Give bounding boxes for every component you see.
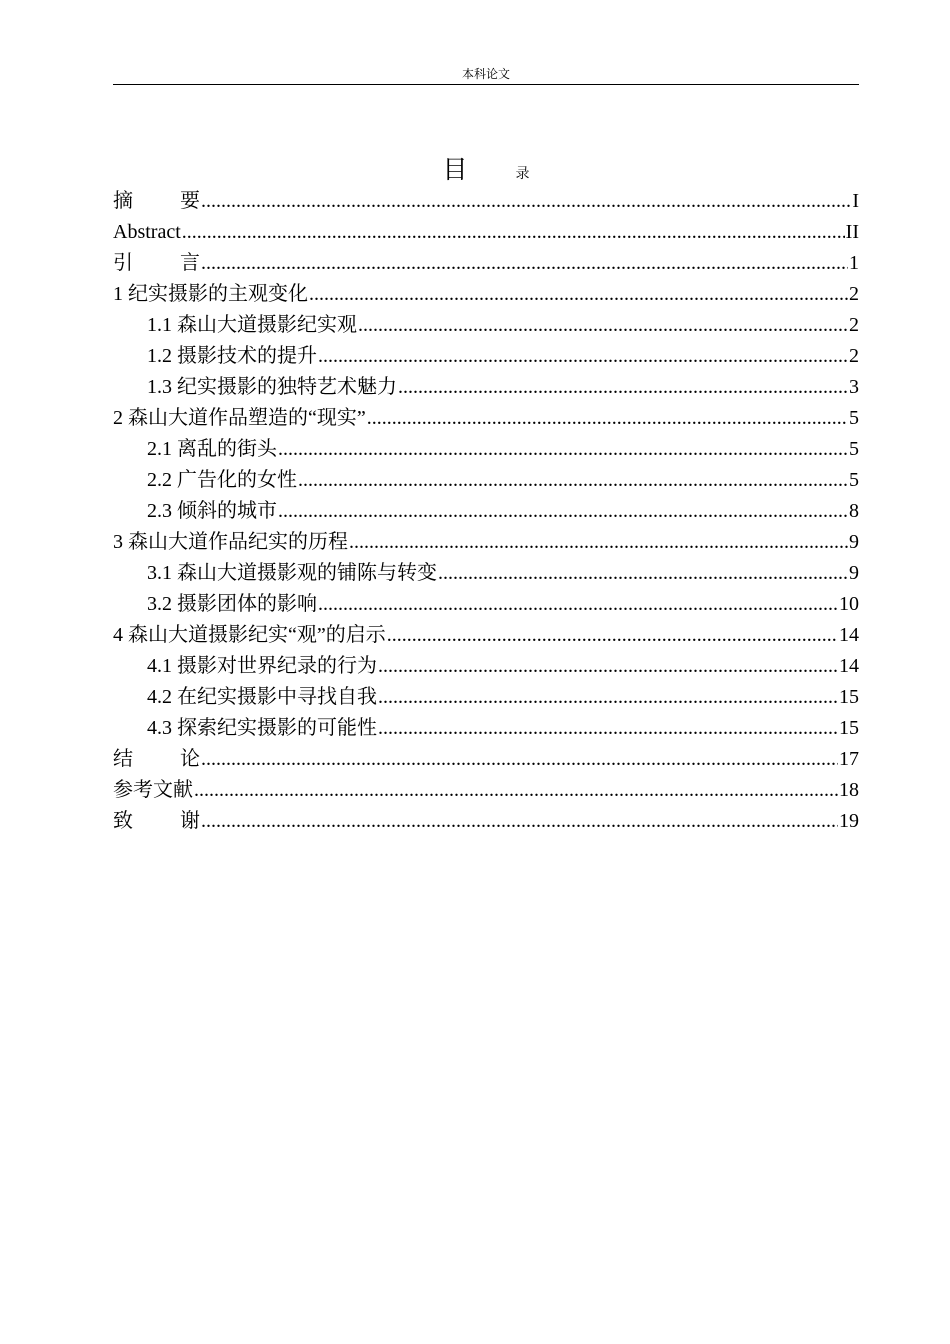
toc-leader-dots [201,248,848,279]
toc-leader-dots [378,713,838,744]
toc-entry[interactable] [113,682,859,713]
toc-entry[interactable] [113,744,859,775]
toc-entry-page: 9 [849,531,859,553]
toc-entry[interactable] [113,558,859,589]
toc-entry[interactable] [113,465,859,496]
toc-entry-page: 5 [849,438,859,460]
toc-entry-label-first: 摘 [113,190,133,212]
toc-entry-page: 5 [849,407,859,429]
toc-leader-dots [201,186,851,217]
toc-entry[interactable] [113,589,859,620]
toc-entry-label: 4.2 在纪实摄影中寻找自我 [147,686,377,708]
toc-leader-dots [438,558,848,589]
toc-entry-label: 2.3 倾斜的城市 [147,500,277,522]
toc-entry-label: 4 森山大道摄影纪实“观”的启示 [113,624,386,646]
toc-entry[interactable] [113,713,859,744]
toc-leader-dots [378,682,838,713]
toc-title [113,150,859,190]
toc-leader-dots [182,217,845,248]
toc-entry-label: 参考文献 [113,779,193,801]
toc-entry-label: 4.3 探索纪实摄影的可能性 [147,717,377,739]
toc-entry-page: 3 [849,376,859,398]
toc-entry-label: 3.1 森山大道摄影观的铺陈与转变 [147,562,437,584]
toc-leader-dots [278,496,848,527]
toc-entry-label: 1.3 纪实摄影的独特艺术魅力 [147,376,397,398]
header-text: 本科论文 [461,67,510,81]
toc-leader-dots [367,403,848,434]
toc-entry-label: Abstract [113,221,181,243]
toc-entry[interactable] [113,434,859,465]
toc-entry[interactable] [113,806,859,837]
toc-entry-label: 1 纪实摄影的主观变化 [113,283,308,305]
toc-entry-page: I [852,190,859,212]
toc-leader-dots [378,651,838,682]
toc-entry[interactable] [113,372,859,403]
toc-entry[interactable] [113,496,859,527]
toc-entry-page: 10 [839,593,859,615]
toc-entry-page: 17 [839,748,859,770]
toc-entry-page: II [845,221,859,243]
toc-entry-label: 1.1 森山大道摄影纪实观 [147,314,357,336]
toc-entry-page: 14 [839,624,859,646]
toc-entry-label-first: 引 [113,252,133,274]
toc-entry-label: 1.2 摄影技术的提升 [147,345,317,367]
toc-entry[interactable] [113,186,859,217]
toc-leader-dots [387,620,838,651]
toc-entry-label-rest: 要 [180,190,200,212]
toc-leader-dots [298,465,848,496]
toc-entry-label-first: 结 [113,748,133,770]
toc-entry[interactable] [113,248,859,279]
toc-entry-page: 2 [849,345,859,367]
toc-entry-label [113,806,200,837]
toc-entry-label [113,248,200,279]
toc-entry-label: 2.1 离乱的街头 [147,438,277,460]
toc-entry[interactable] [113,341,859,372]
toc-entry-page: 2 [849,283,859,305]
toc-entry-page: 14 [839,655,859,677]
toc-entry-label: 3.2 摄影团体的影响 [147,593,317,615]
toc-leader-dots [318,589,838,620]
toc-leader-dots [278,434,848,465]
toc-leader-dots [358,310,848,341]
toc-entry-page: 8 [849,500,859,522]
toc-entry[interactable] [113,310,859,341]
toc-entry-page: 15 [839,717,859,739]
table-of-contents [113,186,859,837]
toc-entry-label-rest: 言 [180,252,200,274]
toc-leader-dots [201,806,838,837]
toc-entry-label: 2 森山大道作品塑造的“现实” [113,407,366,429]
toc-entry-label: 3 森山大道作品纪实的历程 [113,531,348,553]
toc-entry[interactable] [113,403,859,434]
toc-entry-label-first: 致 [113,810,133,832]
toc-entry-page: 5 [849,469,859,491]
toc-entry-page: 19 [839,810,859,832]
toc-leader-dots [398,372,848,403]
toc-entry[interactable] [113,775,859,806]
toc-entry-page: 9 [849,562,859,584]
toc-entry-page: 1 [849,252,859,274]
toc-leader-dots [194,775,838,806]
toc-leader-dots [318,341,848,372]
page-header [113,64,859,85]
toc-entry[interactable] [113,527,859,558]
toc-entry[interactable] [113,651,859,682]
toc-leader-dots [309,279,848,310]
toc-entry[interactable] [113,279,859,310]
toc-entry-page: 2 [849,314,859,336]
toc-entry-label: 2.2 广告化的女性 [147,469,297,491]
toc-entry-page: 18 [839,779,859,801]
toc-leader-dots [349,527,848,558]
toc-entry-label [113,186,200,217]
toc-title-second: 录 [515,166,530,182]
toc-entry-label-rest: 谢 [180,810,200,832]
toc-entry-page: 15 [839,686,859,708]
toc-entry[interactable] [113,217,859,248]
toc-entry-label [113,744,200,775]
toc-title-main: 目 [442,155,468,184]
toc-entry-label: 4.1 摄影对世界纪录的行为 [147,655,377,677]
toc-entry-label-rest: 论 [180,748,200,770]
toc-entry[interactable] [113,620,859,651]
toc-leader-dots [201,744,838,775]
